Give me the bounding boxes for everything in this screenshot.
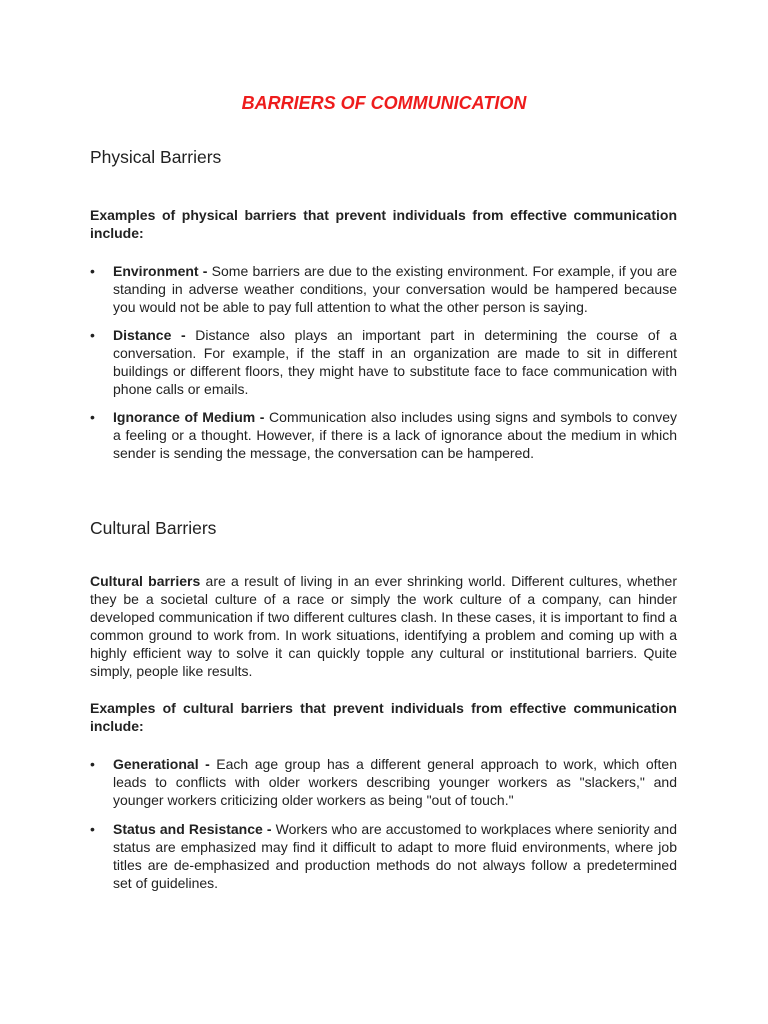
section-heading-physical: Physical Barriers [90,147,222,167]
list-item [90,820,677,892]
list-item-term: Ignorance of Medium - [113,409,265,425]
list-item-term: Status and Resistance - [113,821,272,837]
list-item-text: Workers who are accustomed to workplaces where seniority and status are emphasized may find it difficult to adapt to more fluid environments, where job titles are de-emphasized and production methods do not always follow a predetermined set of guidelines. [113,821,678,891]
cultural-text: are a result of living in an ever shrinking world. Different cultures, whether they be a societal culture of a race or simply the work culture of a company, can hinder developed communication if two different cultures clash. In these cases, it is important to find a common ground to work from. In work situations, identifying a problem and coming up with a highly efficient way to solve it can quickly topple any cultural or institutional barriers. Quite simply, people like results. [90,573,677,679]
bullet-icon: • [90,409,95,425]
bullet-icon: • [90,821,95,837]
bullet-icon: • [90,327,95,343]
list-item-term: Environment - [113,263,208,279]
list-item-text: Some barriers are due to the existing environment. For example, if you are standing in adverse weather conditions, your conversation would be hampered because you would not be able to pay full attention to what the other person is saying. [113,263,677,315]
cultural-intro: Examples of cultural barriers that prevent individuals from effective communication include: [90,700,677,734]
list-item [90,408,677,462]
list-item [90,326,677,398]
list-item [90,262,677,316]
cultural-paragraph [90,572,677,680]
list-item-term: Generational - [113,756,210,772]
bullet-icon: • [90,756,95,772]
cultural-term: Cultural barriers [90,573,201,589]
bullet-icon: • [90,263,95,279]
cultural-barriers-list [90,755,677,892]
list-item [90,755,677,809]
section-heading-cultural: Cultural Barriers [90,518,217,538]
list-item-text: Each age group has a different general approach to work, which often leads to conflicts with older workers describing younger workers as "slackers," and younger workers criticizing older workers as being "out of touch." [113,756,677,808]
physical-intro: Examples of physical barriers that prevent individuals from effective communication include: [90,207,677,241]
physical-barriers-list [90,262,677,462]
list-item-text: Communication also includes using signs and symbols to convey a feeling or a thought. However, if there is a lack of ignorance about the medium in which sender is sending the message, the conversation can be hampered. [113,409,677,461]
document-title: BARRIERS OF COMMUNICATION [241,93,527,113]
list-item-term: Distance - [113,327,186,343]
list-item-text: Distance also plays an important part in determining the course of a conversation. For example, if the staff in an organization are made to sit in different buildings or different floors, they might have to substitute face to face communication with phone calls or emails. [113,327,677,397]
